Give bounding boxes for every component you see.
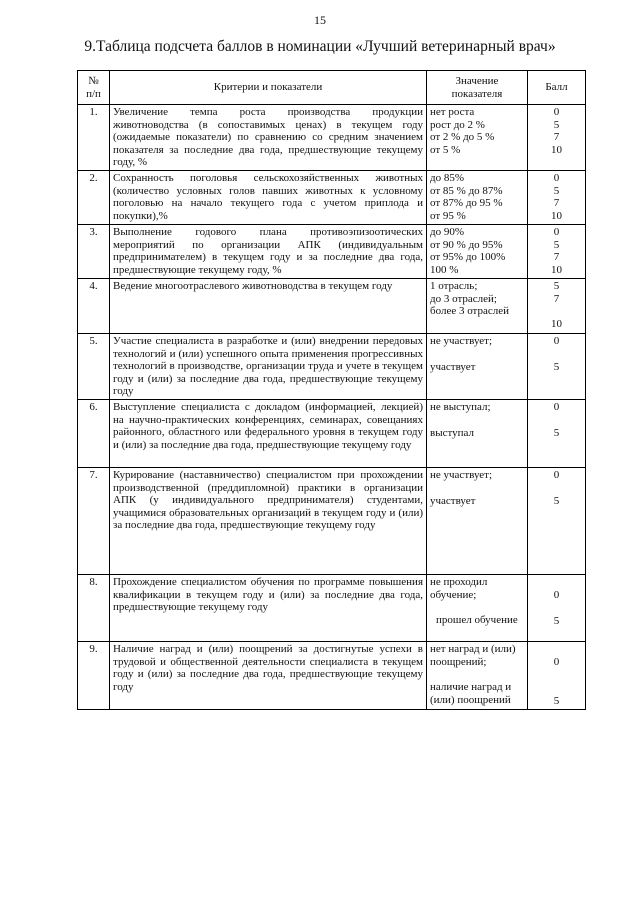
row-number: 6.: [78, 400, 110, 468]
row-values: 1 отрасль; до 3 отраслей; более 3 отраслей: [427, 279, 528, 334]
row-values: нет наград и (или) поощрений; наличие наград и (или) поощрений: [427, 642, 528, 710]
row-number: 8.: [78, 575, 110, 642]
row-scores: 0 5 7 10: [528, 225, 586, 279]
row-scores: 0 5 7 10: [528, 171, 586, 225]
table-row: [78, 468, 586, 575]
row-scores: 0 5: [528, 642, 586, 710]
row-scores: 0 5: [528, 400, 586, 468]
table-row: [78, 105, 586, 171]
row-scores: 0 5 7 10: [528, 105, 586, 171]
row-criteria: Курирование (наставничество) специалистом при прохождении производственной (преддипломной) практики в организации АПК (у индивидуального предпринимателя) студентами, учащимися образовательных организаций в текущем году и (или) за последние два года, предшествующие текущему году: [110, 468, 427, 575]
table-row: [78, 225, 586, 279]
table-row: [78, 642, 586, 710]
header-criteria: Критерии и показатели: [110, 71, 427, 105]
row-values: не проходил обучение; прошел обучение: [427, 575, 528, 642]
row-values: не участвует; участвует: [427, 468, 528, 575]
row-scores: 5 7 10: [528, 279, 586, 334]
table-row: [78, 279, 586, 334]
row-values: не выступал; выступал: [427, 400, 528, 468]
row-criteria: Прохождение специалистом обучения по программе повышения квалификации в текущем году и (или) за последние два года, предшествующие текущему году: [110, 575, 427, 642]
table-row: [78, 171, 586, 225]
row-criteria: Увеличение темпа роста производства продукции животноводства (в сопоставимых ценах) в текущем году (ожидаемые показатели) по сравнению со средним значением показателя за последние два года, предшествующие текущему году, %: [110, 105, 427, 171]
score-table: [77, 70, 586, 710]
row-criteria: Наличие наград и (или) поощрений за достигнутые успехи в трудовой и общественной деятельности специалиста в текущем году и (или) за последние два года, предшествующие текущему году: [110, 642, 427, 710]
row-criteria: Участие специалиста в разработке и (или) внедрении передовых технологий и (или) успешного опыта применения прогрессивных технологий в производстве, организации труда и учете в текущем году и (или) за последние два года, предшествующие текущему году: [110, 334, 427, 400]
table-row: [78, 334, 586, 400]
row-scores: 0 5: [528, 334, 586, 400]
header-number: № п/п: [78, 71, 110, 105]
row-criteria: Ведение многоотраслевого животноводства в текущем году: [110, 279, 427, 334]
table-row: [78, 575, 586, 642]
row-number: 3.: [78, 225, 110, 279]
row-criteria: Выступление специалиста с докладом (информацией, лекцией) на научно-практических конференциях, семинарах, совещаниях районного, областного или федерального уровня в текущем году и (или) за последние два года, предшествующие текущему году: [110, 400, 427, 468]
row-values: до 90% от 90 % до 95% от 95% до 100% 100 %: [427, 225, 528, 279]
row-number: 7.: [78, 468, 110, 575]
row-number: 5.: [78, 334, 110, 400]
row-values: до 85% от 85 % до 87% от 87% до 95 % от 95 %: [427, 171, 528, 225]
page-number: 15: [314, 13, 326, 27]
row-number: 4.: [78, 279, 110, 334]
table-header-row: [78, 71, 586, 105]
row-values: не участвует; участвует: [427, 334, 528, 400]
row-scores: 0 5: [528, 575, 586, 642]
row-number: 2.: [78, 171, 110, 225]
table-row: [78, 400, 586, 468]
row-number: 9.: [78, 642, 110, 710]
row-scores: 0 5: [528, 468, 586, 575]
header-score: Балл: [528, 71, 586, 105]
header-value: Значение показателя: [427, 71, 528, 105]
row-criteria: Выполнение годового плана противоэпизоотических мероприятий по организации АПК (индивидуальным предпринимателем) в текущем году и за последние два года, предшествующие текущему году, %: [110, 225, 427, 279]
row-number: 1.: [78, 105, 110, 171]
document-title: 9.Таблица подсчета баллов в номинации «Лучший ветеринарный врач»: [84, 38, 556, 55]
row-values: нет роста рост до 2 % от 2 % до 5 % от 5 %: [427, 105, 528, 171]
row-criteria: Сохранность поголовья сельскохозяйственных животных (количество условных голов павших животных к условному поголовью на начало текущего года с учетом приплода и покупки),%: [110, 171, 427, 225]
